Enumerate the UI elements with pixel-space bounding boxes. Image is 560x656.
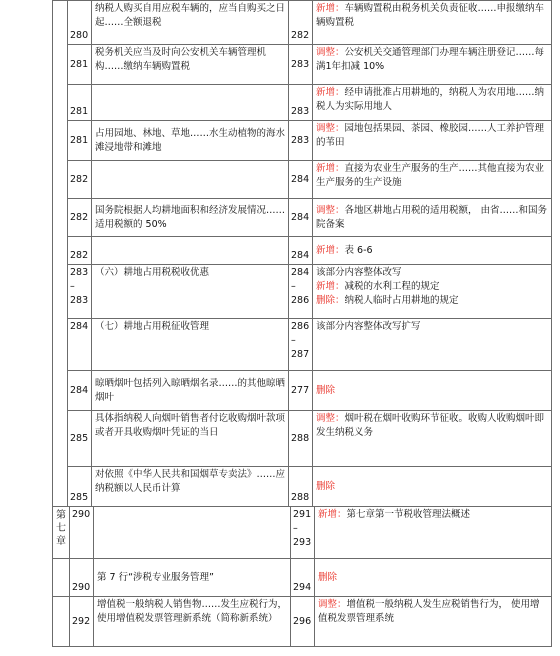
change-detail: 第七章第一节税收管理法概述: [346, 509, 471, 520]
new-page: 288: [289, 411, 313, 467]
table-row: [53, 507, 552, 559]
new-page: 284: [289, 161, 313, 199]
new-page-range: [289, 265, 313, 319]
orig-page: 281: [68, 45, 92, 85]
new-page-start: 284: [291, 267, 310, 278]
change-kind: 删除：: [316, 295, 345, 306]
change-kind: 调整：: [316, 204, 345, 216]
change-detail: 车辆购置税由税务机关负责征收……申报缴纳车辆购置税: [316, 3, 545, 28]
orig-text: 增值税一般纳税人销售物……发生应税行为，使用增值税发票管理新系统（简称新系统）: [94, 597, 291, 647]
table-row: [53, 85, 552, 121]
change-detail: 烟叶税在烟叶收购环节征收。收购人收购烟叶即发生纳税义务: [316, 413, 545, 438]
new-page-end: 287: [291, 349, 310, 360]
change-detail: 该部分内容整体改写: [316, 267, 402, 278]
orig-page: 281: [68, 121, 92, 161]
new-page-end: 286: [291, 295, 310, 306]
new-page-dash: –: [293, 523, 298, 534]
new-page: 284: [289, 199, 313, 237]
orig-page-start: 283: [70, 267, 89, 278]
change-text: [313, 411, 552, 467]
new-page: 277: [289, 371, 313, 411]
orig-page-dash: –: [70, 281, 75, 292]
chapter-seven-table: [52, 506, 552, 647]
new-page-range: [291, 507, 315, 559]
orig-page: 285: [68, 411, 92, 467]
orig-text: [92, 161, 289, 199]
orig-page: 285: [68, 467, 92, 507]
new-page-start: 291: [293, 509, 312, 520]
table-row: [53, 161, 552, 199]
change-detail: 各地区耕地占用税的适用税额， 由省……和国务院备案: [316, 204, 548, 230]
orig-text: 第 7 行“涉税专业服务管理”: [94, 559, 291, 597]
change-kind: 调整：: [316, 47, 345, 58]
orig-page-range: [68, 265, 92, 319]
change-detail: 直接为农业生产服务的生产……其他直接为农业生产服务的生产设施: [316, 163, 545, 188]
orig-text: 具体指纳税人向烟叶销售者付讫收购烟叶款项或者开具收购烟叶凭证的当日: [92, 411, 289, 467]
change-kind: 调整：: [316, 123, 345, 134]
chapter-cell-blank: [53, 1, 68, 507]
change-kind: 新增：: [316, 3, 345, 14]
change-text: [313, 199, 552, 237]
orig-text: [92, 85, 289, 121]
change-text: [313, 45, 552, 85]
table-row: [53, 265, 552, 319]
new-page: 283: [289, 85, 313, 121]
change-text: [315, 597, 552, 647]
orig-page: 282: [68, 199, 92, 237]
change-kind: 调整：: [318, 599, 347, 610]
change-text: [313, 265, 552, 319]
table-row: [53, 45, 552, 85]
orig-text: 对依照《中华人民共和国烟草专卖法》……应纳税额以人民币计算: [92, 467, 289, 507]
new-page: 283: [289, 121, 313, 161]
change-kind: 新增：: [316, 87, 345, 98]
new-page: 294: [291, 559, 315, 597]
change-detail: 减税的水利工程的规定: [344, 281, 440, 292]
orig-page: 290: [70, 559, 94, 597]
change-detail: 增值税一般纳税人发生应税销售行为， 使用增值税发票管理系统: [318, 599, 540, 624]
change-text: [313, 161, 552, 199]
new-page: 288: [289, 467, 313, 507]
orig-text: [94, 507, 291, 559]
change-detail: 经申请批准占用耕地的，纳税人为农用地……纳税人为实际用地人: [316, 87, 545, 112]
change-kind: 新增：: [316, 244, 345, 256]
change-text: [313, 237, 552, 265]
orig-page: 284: [68, 371, 92, 411]
table-row: [53, 371, 552, 411]
new-page: 296: [291, 597, 315, 647]
new-page: 284: [289, 237, 313, 265]
change-kind: 删除: [316, 384, 336, 396]
table-row: [53, 237, 552, 265]
orig-text: （七）耕地占用税征收管理: [92, 319, 289, 371]
change-kind: 新增：: [316, 281, 345, 292]
orig-text: [92, 237, 289, 265]
table-row: [53, 319, 552, 371]
table-row: [53, 597, 552, 647]
orig-page: 282: [68, 161, 92, 199]
orig-page: 284: [68, 319, 92, 371]
change-text: [313, 371, 552, 411]
change-kind: 新增：: [318, 509, 347, 520]
change-detail: 表 6-6: [344, 244, 373, 256]
chapter-label: [53, 507, 70, 559]
orig-text: 税务机关应当及时向公安机关车辆管理机构……缴纳车辆购置税: [92, 45, 289, 85]
change-kind: 删除: [316, 480, 336, 492]
new-page: 282: [289, 1, 313, 45]
change-line: [316, 294, 548, 308]
chapter-label-text: 第七章: [56, 510, 66, 547]
change-text: [313, 85, 552, 121]
orig-text: 晾晒烟叶包括列入晾晒烟名录……的其他晾晒烟叶: [92, 371, 289, 411]
change-kind: 新增：: [316, 163, 345, 174]
change-detail: 公安机关交通管理部门办理车辆注册登记……每满1年扣减 10%: [316, 47, 545, 72]
orig-page: 282: [68, 237, 92, 265]
orig-page: 292: [70, 597, 94, 647]
change-kind: 删除: [318, 571, 338, 583]
change-line: [316, 280, 548, 294]
orig-text: 占用园地、林地、草地……水生动植物的海水滩浸地带和滩地: [92, 121, 289, 161]
orig-text: 纳税人购买自用应税车辆的，应当自购买之日起……全额退税: [92, 1, 289, 45]
change-kind: 调整：: [316, 413, 345, 424]
change-text: [315, 507, 552, 559]
table-row: [53, 121, 552, 161]
chapter-cell-blank: [53, 597, 70, 647]
orig-text: 国务院根据人均耕地面积和经济发展情况……适用税额的 50%: [92, 199, 289, 237]
orig-page: 280: [68, 1, 92, 45]
revision-table: [52, 0, 552, 507]
orig-page: 290: [70, 507, 94, 559]
change-text: [313, 1, 552, 45]
new-page-end: 293: [293, 537, 312, 548]
new-page: 283: [289, 45, 313, 85]
change-detail: 纳税人临时占用耕地的规定: [344, 295, 459, 306]
chapter-cell-blank: [53, 559, 70, 597]
change-text: [313, 467, 552, 507]
table-row: [53, 467, 552, 507]
orig-text: （六）耕地占用税税收优惠: [92, 265, 289, 319]
table-row: [53, 411, 552, 467]
change-detail: 园地包括果园、茶园、橡胶园……人工养护管理的苇田: [316, 123, 545, 148]
table-row: [53, 199, 552, 237]
new-page-start: 286: [291, 321, 310, 332]
change-text: [313, 121, 552, 161]
table-row: [53, 1, 552, 45]
orig-page: 281: [68, 85, 92, 121]
orig-page-end: 283: [70, 295, 89, 306]
change-text: 该部分内容整体改写扩写: [313, 319, 552, 371]
new-page-dash: –: [291, 335, 296, 346]
change-text: [315, 559, 552, 597]
new-page-range: [289, 319, 313, 371]
new-page-dash: –: [291, 281, 296, 292]
table-row: [53, 559, 552, 597]
